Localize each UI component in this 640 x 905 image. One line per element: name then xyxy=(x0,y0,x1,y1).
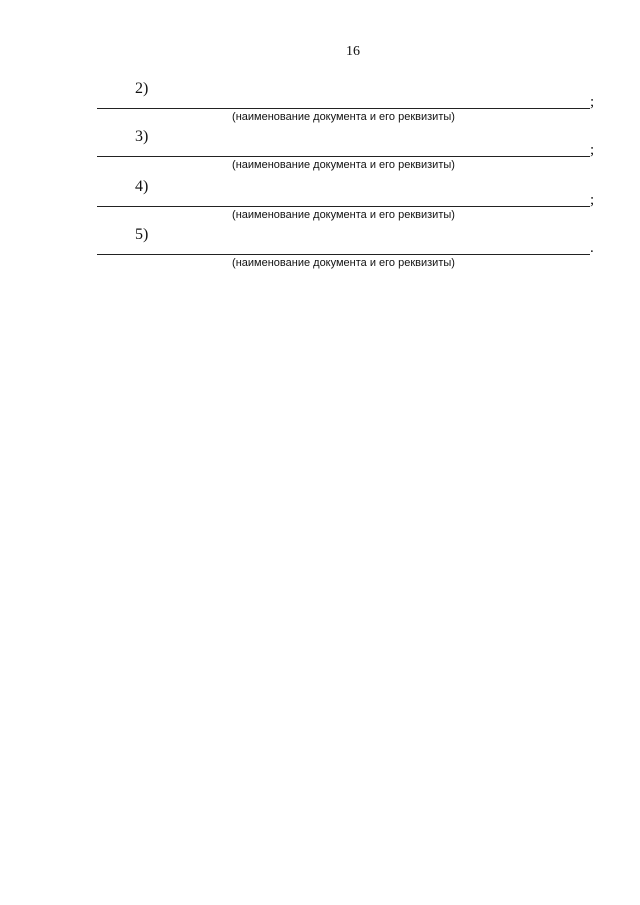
entry-caption: (наименование документа и его реквизиты) xyxy=(232,111,455,123)
entry-number: 3) xyxy=(135,128,149,145)
document-entry-4 xyxy=(0,178,640,228)
entry-fill-line xyxy=(97,156,590,157)
document-entry-2 xyxy=(0,80,640,130)
document-entry-3 xyxy=(0,128,640,178)
entry-fill-line xyxy=(97,206,590,207)
entry-punctuation: . xyxy=(590,240,594,256)
page-number: 16 xyxy=(346,44,360,59)
entry-number: 2) xyxy=(135,80,149,97)
entry-caption: (наименование документа и его реквизиты) xyxy=(232,209,455,221)
entry-caption: (наименование документа и его реквизиты) xyxy=(232,257,455,269)
entry-punctuation: ; xyxy=(590,192,595,208)
entry-punctuation: ; xyxy=(590,142,595,158)
entry-number: 4) xyxy=(135,178,149,195)
entry-fill-line xyxy=(97,254,590,255)
entry-fill-line xyxy=(97,108,590,109)
entry-punctuation: ; xyxy=(590,94,595,110)
entry-caption: (наименование документа и его реквизиты) xyxy=(232,159,455,171)
document-entry-5 xyxy=(0,226,640,276)
entry-number: 5) xyxy=(135,226,149,243)
